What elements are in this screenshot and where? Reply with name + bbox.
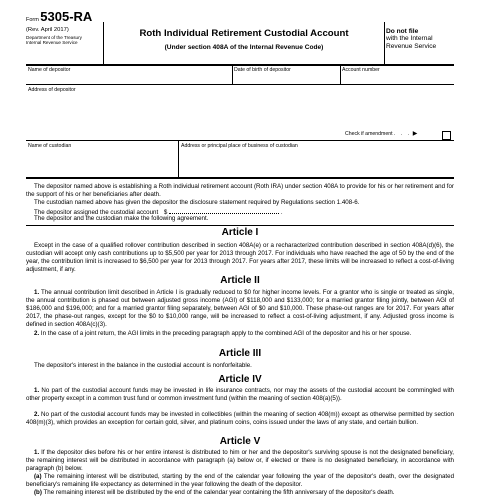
article-4-number-1: 1. [34,387,40,394]
article-4-paragraph-1 [26,387,454,403]
article-2-heading: Article II [220,275,260,286]
intro-paragraph-1: The depositor named above is establishing a Roth individual retirement account (Roth IRA) under section 408A to provide for his or her retirement and for the support of his or her beneficiaries after death. [26,183,454,198]
article-5-paragraph-a [26,473,454,489]
custodian-address-label: Address or principal place of business of custodian [181,143,298,149]
article-5-text-a: The remaining interest will be distributed, starting by the end of the calendar year following the year of the depositor's death, over the designated beneficiary's remaining life expectancy as determined in the year following the death of the depositor. [26,473,455,488]
page-subtitle: (Under section 408A of the Internal Revenue Code) [164,44,324,51]
article-5-letter-a: (a) [34,473,42,480]
name-of-depositor-label: Name of depositor [28,67,71,73]
article-3-text: The depositor's interest in the balance in the custodial account is nonforfeitable. [34,362,252,369]
revision-date: (Rev. April 2017) [26,27,69,33]
irs-label: Internal Revenue Service [26,40,78,45]
article-1-text: Except in the case of a qualified rollover contribution described in section 408A(e) or a recharacterized contribution described in section 408A(d)(6), the custodian will accept only cash contributions up to $5,500 per year for 2013 through 2017. For individuals who have reached the age of 50 by the end of the year, the contribution limit is increased to $6,500 per year for 2013 through 2017. For years after 2017, these limits will be increased to reflect a cost-of-living adjustment, if any. [26,242,454,273]
article-2-number-1: 1. [34,289,40,296]
header-divider-right [384,22,385,64]
article-4-text-1: No part of the custodial account funds may be invested in life insurance contracts, nor may the assets of the custodial account be commingled with other property except in a common trust fund or common investment fund (within the meaning of section 408(a)(5)). [26,387,454,402]
intro-bottom-rule [26,225,454,226]
article-5-number-1: 1. [34,449,40,456]
address-of-depositor-field[interactable] [26,86,454,124]
field-row-rule-1 [26,84,454,85]
article-5-letter-b: (b) [34,489,42,496]
page-title: Roth Individual Retirement Custodial Account [139,28,349,39]
do-not-file-line-1: Do not file [386,28,419,35]
article-2-paragraph-1 [26,289,454,329]
intro-paragraph-4: The depositor and the custodian make the following agreement. [34,215,209,222]
arrow-right-icon: ▶ [412,131,418,137]
department-label: Department of the Treasury [26,35,82,40]
name-of-depositor-field[interactable] [26,66,232,83]
name-of-custodian-label: Name of custodian [28,143,72,149]
check-if-amendment-dots: . . . [394,131,412,137]
article-4-number-2: 2. [34,411,40,418]
article-5-paragraph-b [26,489,454,497]
article-2-number-2: 2. [34,330,40,337]
amendment-checkbox[interactable] [442,131,451,140]
form-label [26,10,92,23]
amount-field[interactable] [169,207,279,214]
article-1-heading: Article I [221,227,259,238]
article-4-text-2: No part of the custodial account funds may be invested in collectibles (within the meaning of section 408(m)) except as otherwise permitted by section 408(m)(3), which provides an exception for certain gold, silver, and platinum coins, coins issued under the laws of any state, and certain bullion. [26,411,454,426]
field-grid-bottom-rule [26,177,454,179]
intro-paragraph-2: The custodian named above has given the depositor the disclosure statement required by Regulations section 1.408-6. [34,199,360,206]
form-number: 5305-RA [40,9,93,24]
dollar-sign: $ [163,209,168,216]
article-5-heading: Article V [219,436,261,447]
article-5-text-1: If the depositor dies before his or her entire interest is distributed to him or her and the depositor's surviving spouse is not the designated beneficiary, the remaining interest will be distributed in accordance with paragraph (a) below or, if elected or there is no designated beneficiary, in accordance with paragraph (b) below. [26,449,454,472]
article-2-text-1: The annual contribution limit described in Article I is gradually reduced to $0 for higher income levels. For a grantor who is single or treated as single, the annual contribution is phased out between adjusted gross income (AGI) of $118,000 and $133,000; for a married grantor filing jointly, between AGI of $186,000 and $196,000; and for a married grantor filing separately, between AGI of $0 and $10,000. These phase-out ranges are for 2017. For years after 2017, the phase-out ranges, except for the $0 to $10,000 range, will be increased to reflect a cost-of-living adjustment, if any. Adjusted gross income is defined in section 408A(c)(3). [26,289,454,328]
article-5-text-b: The remaining interest will be distributed by the end of the calendar year containing the fifth anniversary of the depositor's death. [43,489,395,496]
date-of-birth-field[interactable] [233,66,340,83]
article-4-paragraph-2 [26,411,454,427]
account-number-field[interactable] [341,66,454,83]
do-not-file-line-2: with the Internal [386,35,433,43]
date-of-birth-label: Date of birth of depositor [234,67,291,73]
amount-period: . [280,209,283,216]
form-prefix: Form [26,17,39,23]
custodian-address-field[interactable] [179,142,454,176]
article-5-paragraph-1 [26,449,454,473]
field-row-rule-2 [26,140,454,141]
do-not-file-line-3: Revenue Service [386,42,437,50]
article-3-heading: Article III [218,348,262,359]
name-of-custodian-field[interactable] [26,142,178,176]
assigned-account-text: The depositor assigned the custodial account [34,209,159,216]
address-of-depositor-label: Address of depositor [28,87,76,93]
check-if-amendment-label [345,131,417,137]
check-if-amendment-text: Check if amendment [345,131,393,137]
article-2-text-2: In the case of a joint return, the AGI limits in the preceding paragraph apply to the combined AGI of the depositor and his or her spouse. [40,330,412,337]
do-not-file-note [386,28,436,50]
account-number-label: Account number [342,67,380,73]
article-2-paragraph-2 [26,330,454,338]
article-4-heading: Article IV [218,374,262,385]
